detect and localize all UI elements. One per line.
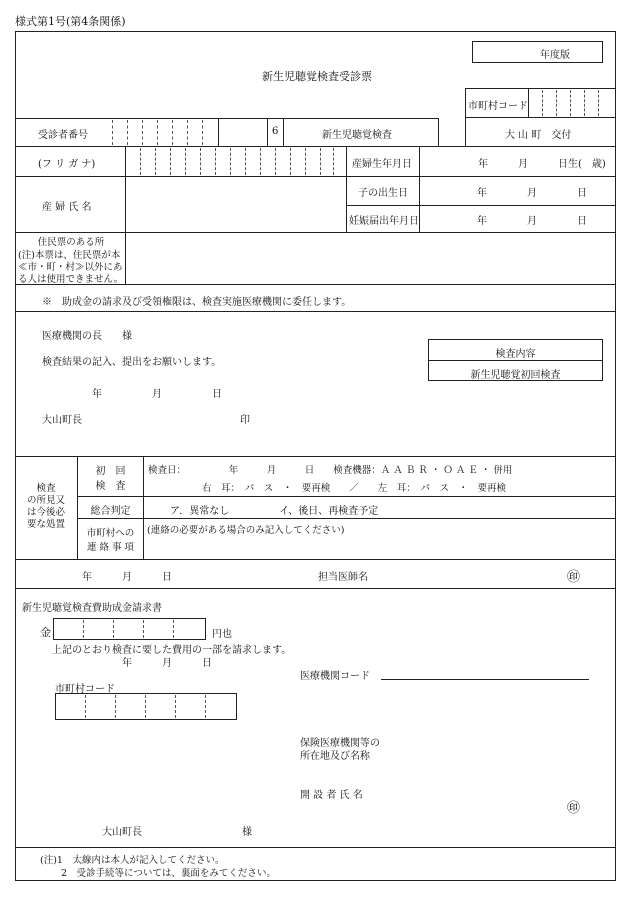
findings-label-1: 検査	[36, 483, 56, 494]
contact-label-1: 市町村への	[86, 528, 135, 539]
findings-label-3: は今後必	[26, 507, 65, 518]
exam-content-label: 検査内容	[495, 349, 536, 360]
overall-value: ア．異常なし イ、後日、再検査予定	[170, 506, 379, 517]
initial-exam-label-1: 初 回	[95, 466, 126, 477]
exam-name: 新生児聴覚検査	[322, 130, 392, 141]
note-2: 2 受診手続等については、裏面をみてください。	[61, 868, 276, 879]
amount-box	[53, 618, 206, 640]
address-note-2: ≪市・町・村≫以外にあ	[18, 262, 123, 273]
claim-mayor: 大山町長 様	[102, 827, 252, 838]
physician-label: 担当医師名	[318, 572, 368, 583]
exam-content-value: 新生児聴覚初回検査	[470, 370, 561, 381]
address-note-1: (注)本票は、住民票が本	[18, 250, 121, 261]
mayor-seal: 印	[240, 415, 250, 426]
examinee-number-label: 受診者番号	[38, 130, 88, 141]
delegation-note: ※ 助成金の請求及び受領権限は、検査実施医療機関に委任します。	[42, 297, 352, 308]
mother-birth-label: 産婦生年月日	[352, 159, 412, 170]
mother-name-label: 産 婦 氏 名	[42, 202, 92, 213]
request-addressee: 医療機関の長 様	[42, 331, 132, 342]
mayor-label: 大山町長	[42, 415, 82, 426]
facility-code-label: 医療機関コード	[300, 671, 370, 682]
overall-label: 総合判定	[90, 506, 131, 517]
ear-result-line: 右 耳： パ ス ・ 要再検 ／ 左 耳： パ ス ・ 要再検	[202, 483, 507, 494]
initial-exam-label-2: 検 査	[95, 481, 126, 492]
facility-address-label-1: 保険医療機関等の	[300, 738, 380, 749]
contact-note: (連絡の必要がある場合のみ記入してください)	[147, 525, 345, 536]
founder-seal: ㊞	[567, 801, 581, 816]
claim-statement: 上記のとおり検査に要した費用の一部を請求します。	[52, 645, 292, 656]
edition-label: 年度版	[540, 50, 570, 61]
address-note-3: る人は使用できません。	[18, 274, 124, 285]
pregnancy-date-value: 年 月 日	[477, 216, 587, 227]
municipality-code-label: 市町村コード	[468, 101, 528, 112]
physician-seal: ㊞	[567, 570, 581, 585]
claim-municipality-code-label: 市町村コード	[55, 684, 115, 695]
section-number: 6	[272, 126, 279, 137]
facility-code-line	[381, 679, 589, 680]
form-title: 新生児聴覚検査受診票	[262, 70, 372, 83]
child-birth-value: 年 月 日	[477, 188, 587, 199]
contact-label-2: 連 絡 事 項	[86, 542, 135, 553]
note-1: (注)1 太線内は本人が記入してください。	[40, 855, 225, 866]
findings-label-2: の所見又	[26, 495, 65, 506]
findings-label-4: 要な処置	[26, 519, 65, 530]
furigana-label: (フ リ ガ ナ)	[38, 159, 96, 170]
amount-suffix: 円也	[212, 629, 232, 640]
mother-birth-value: 年 月 日生( 歳)	[478, 159, 606, 170]
founder-label: 開 設 者 氏 名	[300, 790, 363, 801]
claim-municipality-code-box	[55, 693, 237, 720]
amount-prefix: 金	[40, 626, 51, 639]
physician-date: 年 月 日	[82, 572, 172, 583]
pregnancy-date-label: 妊娠届出年月日	[349, 216, 419, 227]
edition-box	[472, 41, 603, 63]
facility-address-label-2: 所在地及び名称	[300, 751, 370, 762]
claim-date: 年 月 日	[122, 658, 212, 669]
issuer-label: 大 山 町 交付	[505, 130, 572, 141]
child-birth-label: 子の出生日	[358, 188, 408, 199]
exam-date-line: 検査日： 年 月 日 検査機器：Ａ Ａ Ｂ Ｒ ・ Ｏ Ａ Ｅ ・ 併用	[148, 465, 513, 476]
request-message: 検査結果の記入、提出をお願いします。	[42, 357, 222, 368]
request-date: 年 月 日	[92, 389, 222, 400]
claim-title: 新生児聴覚検査費助成金請求書	[22, 603, 162, 614]
form-label: 様式第1号(第4条関係)	[15, 15, 126, 28]
address-label: 住民票のある所	[37, 237, 105, 248]
